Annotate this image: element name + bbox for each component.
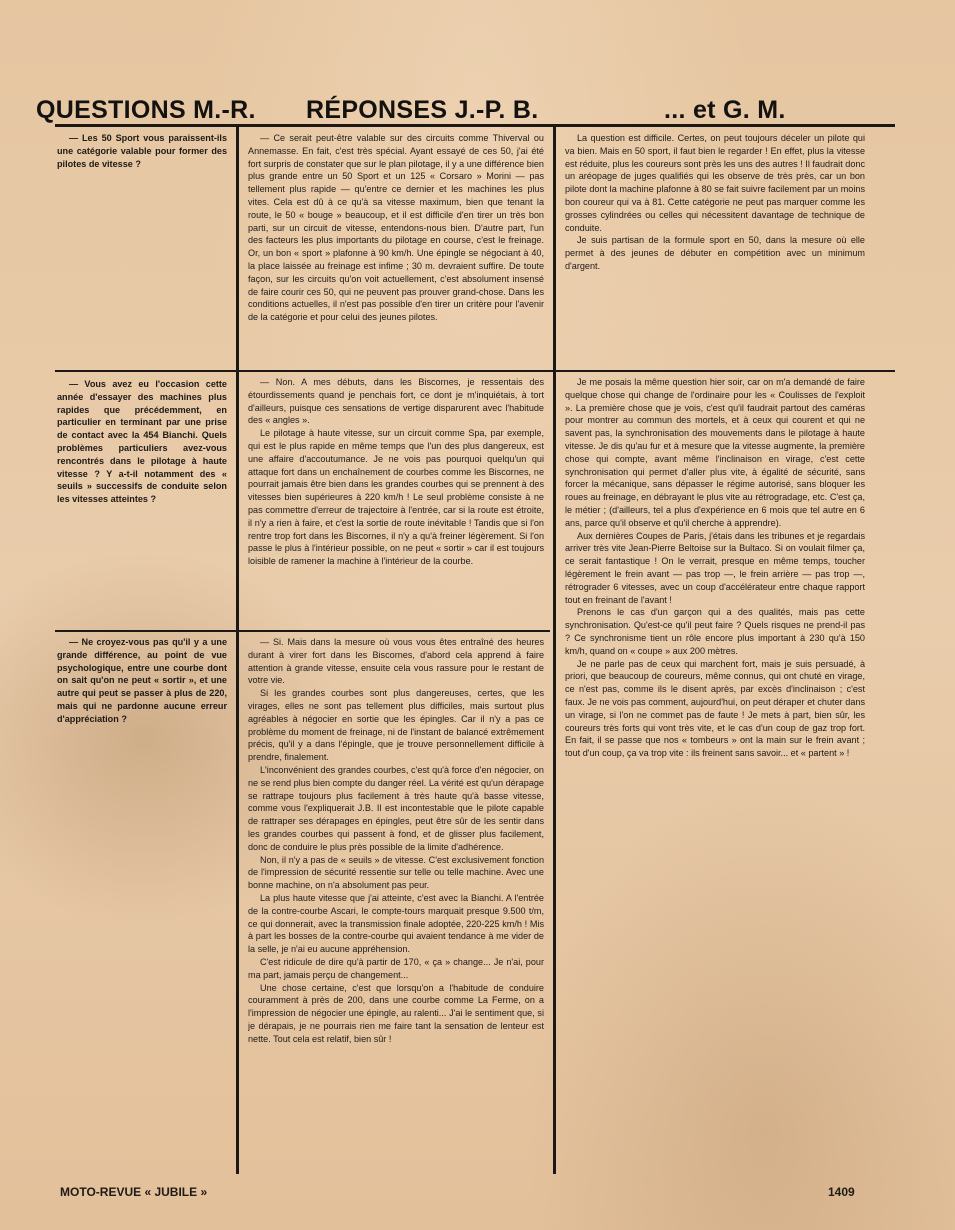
- top-rule: [55, 124, 895, 127]
- answer-jpb-2: — Non. A mes débuts, dans les Biscornes, je ressentais des étourdissements quand je penchais fort, ce dont je m'inquiétais, à tort d'ailleurs, puisque ces sensations de vertige disparurent avec l'habitude des « angles ». Le pilotage à haute vitesse, sur un circuit comme Spa, par exemple, qui est le plus rapide en même temps que l'un des plus dangereux, est une affaire d'accoutumance. Je ne vois pas pourquoi quelqu'un qui attaque fort dans un enchaînement de courbes comme les Biscornes, ne pourrait jamais être bien dans les grandes courbes qui se prennent à des vitesses bien supérieures à 220 km/h ! Le seul problème consiste à ne pas commettre d'erreur de trajectoire à l'entrée, car si la route est étroite, il n'y a rien à faire, et c'est la sortie de route inévitable ! Tandis que si l'on rentre trop fort dans les Biscornes, il n'y a qu'à freiner légèrement. Si l'on passe le plus à l'intérieur possible, on ne peut « sortir » car il est toujours loisible de ramener la machine à l'intérieur de la courbe.: [248, 377, 544, 567]
- question-3: — Ne croyez-vous pas qu'il y a une grande différence, au point de vue psychologique, entre une courbe dont on sait qu'on ne peut « sortir », et une autre qui peut se passer à plus de 220, mais qui ne pardonne aucune erreur d'appréciation ?: [57, 637, 227, 724]
- question-1: — Les 50 Sport vous paraissent-ils une catégorie valable pour former des pilotes de vitesse ?: [57, 133, 227, 169]
- answer-jpb-3: — Si. Mais dans la mesure où vous vous êtes entraîné des heures durant à virer fort dans les Biscornes, d'abord cela apprend à faire attention à grande vitesse, ensuite cela vous rassure pour le restant de votre vie. Si les grandes courbes sont plus dangereuses, certes, que les virages, elles ne sont pas tellement plus difficiles, mais surtout plus agréables à négocier en sortie que les épingles. Car il n'y a pas ce problème du moment de freinage, ni de l'instant de balancé extrêmement précis, qu'il y a dans l'épingle, que je trouve personnellement difficile à prendre, finalement. L'inconvénient des grandes courbes, c'est qu'à force d'en négocier, on ne se rend plus bien compte du danger réel. La vérité est qu'un dérapage se rattrape toujours plus facilement à très haute qu'à basse vitesse, comme vous l'expliquerait J.B. Il est incontestable que le pilote capable de rattraper ses dérapages en épingles, peut être sûr de les sentir dans les grandes courbes qui passent à fond, et de glisser plus facilement, donc de conduire le plus près possible de la limite d'adhérence. Non, il n'y a pas de « seuils » de vitesse. C'est exclusivement fonction de l'impression de sécurité ressentie sur telle ou telle machine. Avec une bonne machine, on n'a absolument pas peur. La plus haute vitesse que j'ai atteinte, c'est avec la Bianchi. A l'entrée de la contre-courbe Ascari, le compte-tours marquait presque 9.500 t/m, ce qui donnerait, avec la transmission finale adoptée, 220-225 km/h ! Mis à part les bosses de la contre-courbe qui avaient tendance à me vider de la selle, je n'ai eu aucune appréhension. C'est ridicule de dire qu'à partir de 170, « ça » change... Je n'ai, pour ma part, jamais perçu de changement... Une chose certaine, c'est que lorsqu'on a l'habitude de conduire couramment à près de 200, dans une courbe comme La Ferme, on a l'impression de négocier une épingle, au ralenti... J'ai le sentiment que, si je dérapais, je ne pourrais rien me faire tant la sensation de lenteur est nette. Tout cela est relatif, bien sûr !: [248, 637, 544, 1044]
- column-rule-right: [553, 124, 556, 1174]
- answer-gm-1: La question est difficile. Certes, on peut toujours déceler un pilote qui va bien. Mais en 50 sport, il faut bien le regarder ! En effet, plus la vitesse est réduite, plus les coureurs sont près les uns des autres ! Il faudrait donc un aréopage de juges qualifiés qui les observe de très près, car un bon pilote dont la machine plafonne à 80 se fait suivre facilement par un moins bon coureur qui va à 81. Cette catégorie ne peut pas marquer comme les grosses cylindrées ou celles qui nécessitent davantage de technique de conduite. Je suis partisan de la formule sport en 50, dans la mesure où elle permet à des jeunes de débuter en compétition avec un minimum d'argent.: [565, 133, 865, 271]
- header-reponses-jpb: RÉPONSES J.-P. B.: [306, 96, 539, 124]
- question-2: — Vous avez eu l'occasion cette année d'essayer des machines plus rapides que précédemment, en particulier en terminant par une prise de contact avec la 454 Bianchi. Quels problèmes particuliers avez-vous rencontrés dans le pilotage à haute vitesse ? Y a-t-il notamment des « seuils » successifs de conduite selon les vitesses atteintes ?: [57, 379, 227, 505]
- column-rule-left: [236, 124, 239, 1174]
- header-gm: ... et G. M.: [664, 96, 786, 124]
- answer-gm-2: Je me posais la même question hier soir, car on m'a demandé de faire quelque chose qui change de l'ordinaire pour les « Coulisses de l'exploit ». La première chose que je vois, c'est qu'il faudrait partout des caméras pour montrer au commun des mortels, et à ceux qui courent et qui ne savent pas, la synchronisation des mouvements dans le pilotage à haute vitesse. Je dis qu'au fur et à mesure que la vitesse augmente, la première chose qui compte, avant même l'inclinaison en virage, c'est cette synchronisation qui permet d'aller plus vite, à égalité de sécurité, sans forcer la mécanique, sans dépasser le régime autorisé, sans bloquer les roues au freinage, en débrayant le plus vite au rétrogradage, etc. C'est ça, le métier ; (d'ailleurs, tel a plus d'expérience en 6 mois que tel autre en 6 ans, parce qu'il observe et qu'il cherche à apprendre). Aux dernières Coupes de Paris, j'étais dans les tribunes et je regardais arriver très vite Jean-Pierre Beltoise sur la Bultaco. Si on voulait filmer ça, ce serait fantastique ! On le verrait, presque en même temps, toucher légèrement le frein avant — pas trop —, le frein arrière — pas trop —, rétrograder 6 vitesses, avec un coup d'accélérateur entre chaque rapport tout en freinant de l'avant ! Prenons le cas d'un garçon qui a des qualités, mais pas cette synchronisation. Qu'est-ce qu'il peut faire ? Quels risques ne prend-il pas ? Ce synchronisme tient un rôle encore plus important à 230 qu'à 150 km/h, quand on « coupe » aux 200 mètres. Je ne parle pas de ceux qui marchent fort, mais je suis persuadé, à priori, que beaucoup de coureurs, même connus, qui ont chuté en virage, ce n'est pas, comme ils le disent après, par excès d'inclinaison ; c'est faux. Je ne vois pas comment, aujourd'hui, on peut déraper et chuter dans un virage, si l'on ne commet pas de faute ! Je mets à part, bien sûr, les coureurs très forts qui vont très vite, et le cas d'un coup de gaz trop fort. En fait, il se passe que nos « tombeurs » ont la main sur le frein avant ; tout d'un coup, ça va trop vite : ils freinent sans savoir... et « partent » !: [565, 377, 865, 759]
- answer-jpb-1: — Ce serait peut-être valable sur des circuits comme Thiverval ou Annemasse. En fait, c'est très spécial. Ayant essayé de ces 50, j'ai été fort surpris de constater que sur le plan pilotage, il y a une différence bien plus grande entre un 50 Sport et un 125 « Corsaro » Morini — pas tellement plus rapide — qu'entre ce dernier et les machines les plus vites. Cela est dû à ce qu'à sa vitesse maximum, bien que tenant la route, le 50 « bouge » beaucoup, et il est difficile d'en tirer un très bon parti, sur un circuit de vitesse, entendons-nous bien. D'autre part, l'un des facteurs les plus importants du pilotage en course, c'est le freinage. Or, un bon « sport » plafonne à 90 km/h. Une épingle se négociant à 40, la place laissée au freinage est infime ; 30 m. devraient suffire. De toute façon, sur les circuits qu'on voit actuellement, c'est absolument insensé de faire courir ces 50, qui ne peuvent pas prouver grand-chose. Dans les conditions actuelles, il n'est pas possible d'en tirer un critère pour l'avenir de la catégorie et pour celui des jeunes pilotes.: [248, 133, 544, 323]
- row-divider-1: [55, 370, 895, 372]
- header-questions: QUESTIONS M.-R.: [36, 96, 256, 124]
- row-divider-2: [55, 630, 550, 632]
- page-number: 1409: [828, 1185, 855, 1199]
- footer-publication: MOTO-REVUE « JUBILE »: [60, 1185, 208, 1199]
